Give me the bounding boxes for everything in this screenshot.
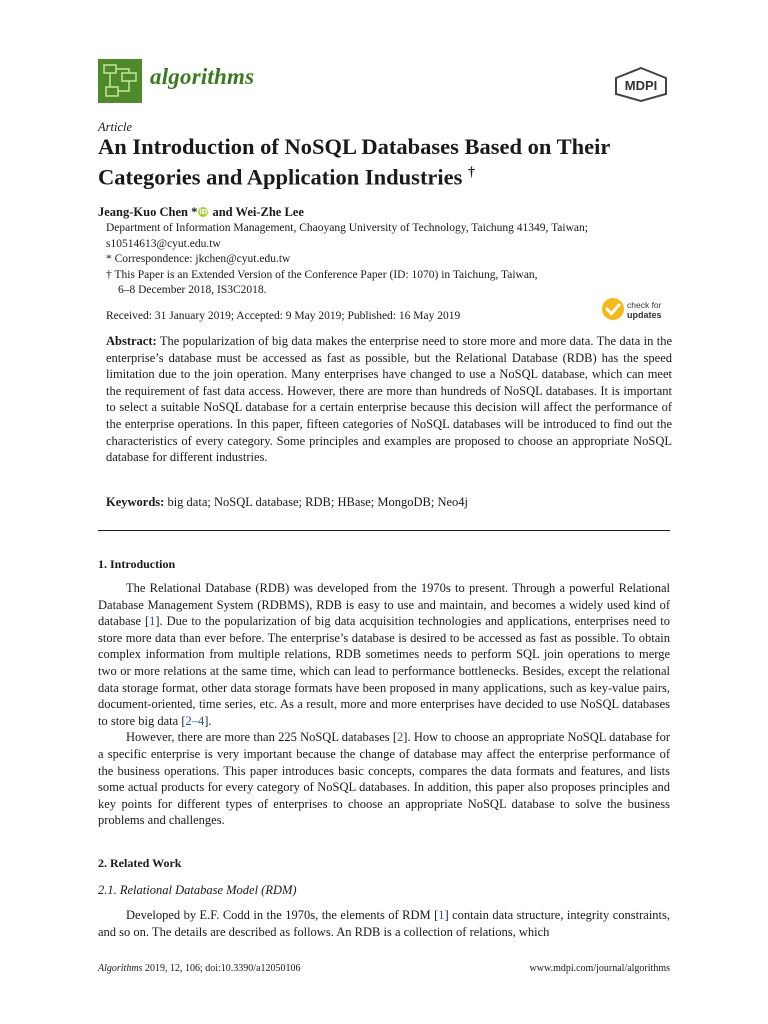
paragraph [98,729,670,829]
paragraph [98,580,670,729]
article-dates: Received: 31 January 2019; Accepted: 9 May 2019; Published: 16 May 2019 [106,310,461,322]
footer-journal: Algorithms [98,963,143,974]
journal-name: algorithms [150,64,255,89]
journal-logo-icon [98,59,142,103]
affiliation-line: Department of Information Management, Chaoyang University of Technology, Taichung 41349, Taiwan; [106,222,588,234]
footer-citation-text: 2019, 12, 106; doi:10.3390/a12050106 [142,963,301,974]
paragraph-text: ]. [204,713,212,728]
paragraph-text: ]. Due to the popularization of big data acquisition technologies and applications, enterprises need to store more data than ever before. The enterprise’s database is desired to be accessed as fast as possible. To obtain complex information from multiple relations, RDB sometimes needs to perform SQL join operations to merge two or more relations at the same time, which can lead to performance bottlenecks. Besides, except the relational data storage format, other data storage formats have been proposed in many applications, such as key-value pairs, document-oriented, time series, etc. As a result, more and more enterprises have decided to use NoSQL databases to store big data [ [98,614,670,728]
citation-link[interactable]: 2–4 [185,713,205,728]
paragraph-text: ]. How to choose an appropriate NoSQL database for a specific enterprise is very important because the change of database may affect the enterprise performance of the business operations. This paper introduces basic concepts, compares the data formats and features, and lists some actual products for every category of NoSQL databases. In addition, this paper also proposes principles and key points for different types of enterprises to choose an appropriate NoSQL database to solve the business problems and challenges. [98,730,670,828]
author-list [98,205,304,220]
paragraph-text: However, there are more than 225 NoSQL databases [ [126,730,398,745]
divider [98,530,670,531]
author-name[interactable]: Jeang-Kuo Chen [98,205,188,219]
check-for-updates-badge[interactable] [601,297,673,323]
affiliation [106,221,676,299]
affiliation-email[interactable]: s10514613@cyut.edu.tw [106,237,221,250]
conference-note: † This Paper is an Extended Version of the Conference Paper (ID: 1070) in Taichung, Taiwan, [106,268,538,281]
keywords [106,495,672,510]
citation-link[interactable]: 1 [149,614,156,629]
related-work-body [98,907,670,940]
author-name[interactable]: Wei-Zhe Lee [235,205,304,219]
abstract [106,333,672,466]
section-heading-introduction: 1. Introduction [98,557,176,571]
corresponding-mark: * [191,205,198,219]
publisher-name: MDPI [624,78,658,93]
paragraph-text: The Relational Database (RDB) was developed from the 1970s to present. Through a powerful Relational Database Management System (RDBMS), RDB is easy to use and maintain, and becomes a widely used kind of database [ [98,581,670,629]
keywords-text: big data; NoSQL database; RDB; HBase; MongoDB; Neo4j [164,495,468,509]
paragraph [98,907,670,940]
paragraph-text: Developed by E.F. Codd in the 1970s, the elements of RDM [ [126,908,439,922]
check-updates-line-bold: updates [627,309,662,320]
check-updates-text [627,301,662,320]
check-updates-icon [601,297,625,321]
footer-url[interactable]: www.mdpi.com/journal/algorithms [529,963,670,974]
abstract-text: The popularization of big data makes the enterprise need to store more and more data. The data in the enterprise’s database must be accessed as fast as possible, but the Relational Database (RDB) has the speed limitation due to the join operation. Many enterprises have changed to use a NoSQL database, which can meet the requirement of fast data access. However, there are more than hundreds of NoSQL databases. It is important to select a suitable NoSQL database for a certain enterprise because this decision will affect the performance of the enterprise operations. In this paper, fifteen categories of NoSQL databases will be introduced to find out the characteristics of every category. Some principles and examples are proposed to choose an appropriate NoSQL database for different industries. [106,334,672,465]
title-footnote-mark[interactable]: † [468,165,476,180]
article-type: Article [98,120,133,134]
title-text: An Introduction of NoSQL Databases Based on Their Categories and Application Industries [98,134,610,190]
paragraph-text: ] contain data structure, integrity constraints, and so on. The details are described as follows. An RDB is a collection of relations, which [98,908,671,939]
citation-link[interactable]: 1 [438,908,445,922]
correspondence: * Correspondence: jkchen@cyut.edu.tw [106,253,291,265]
section-heading-related-work: 2. Related Work [98,856,182,870]
subsection-heading: 2.1. Relational Database Model (RDM) [98,883,297,897]
author-separator: and [209,205,236,219]
citation-link[interactable]: 2 [397,730,404,745]
mdpi-logo-icon [612,66,670,102]
orcid-icon[interactable]: iD [199,208,208,216]
footer-citation [98,963,301,974]
keywords-label: Keywords: [106,495,165,509]
conference-note-continued: 6–8 December 2018, IS3C2018. [118,284,267,296]
introduction-body [98,580,670,829]
article-title [98,134,688,191]
check-updates-line: check for [627,300,662,310]
abstract-label: Abstract: [106,334,157,348]
